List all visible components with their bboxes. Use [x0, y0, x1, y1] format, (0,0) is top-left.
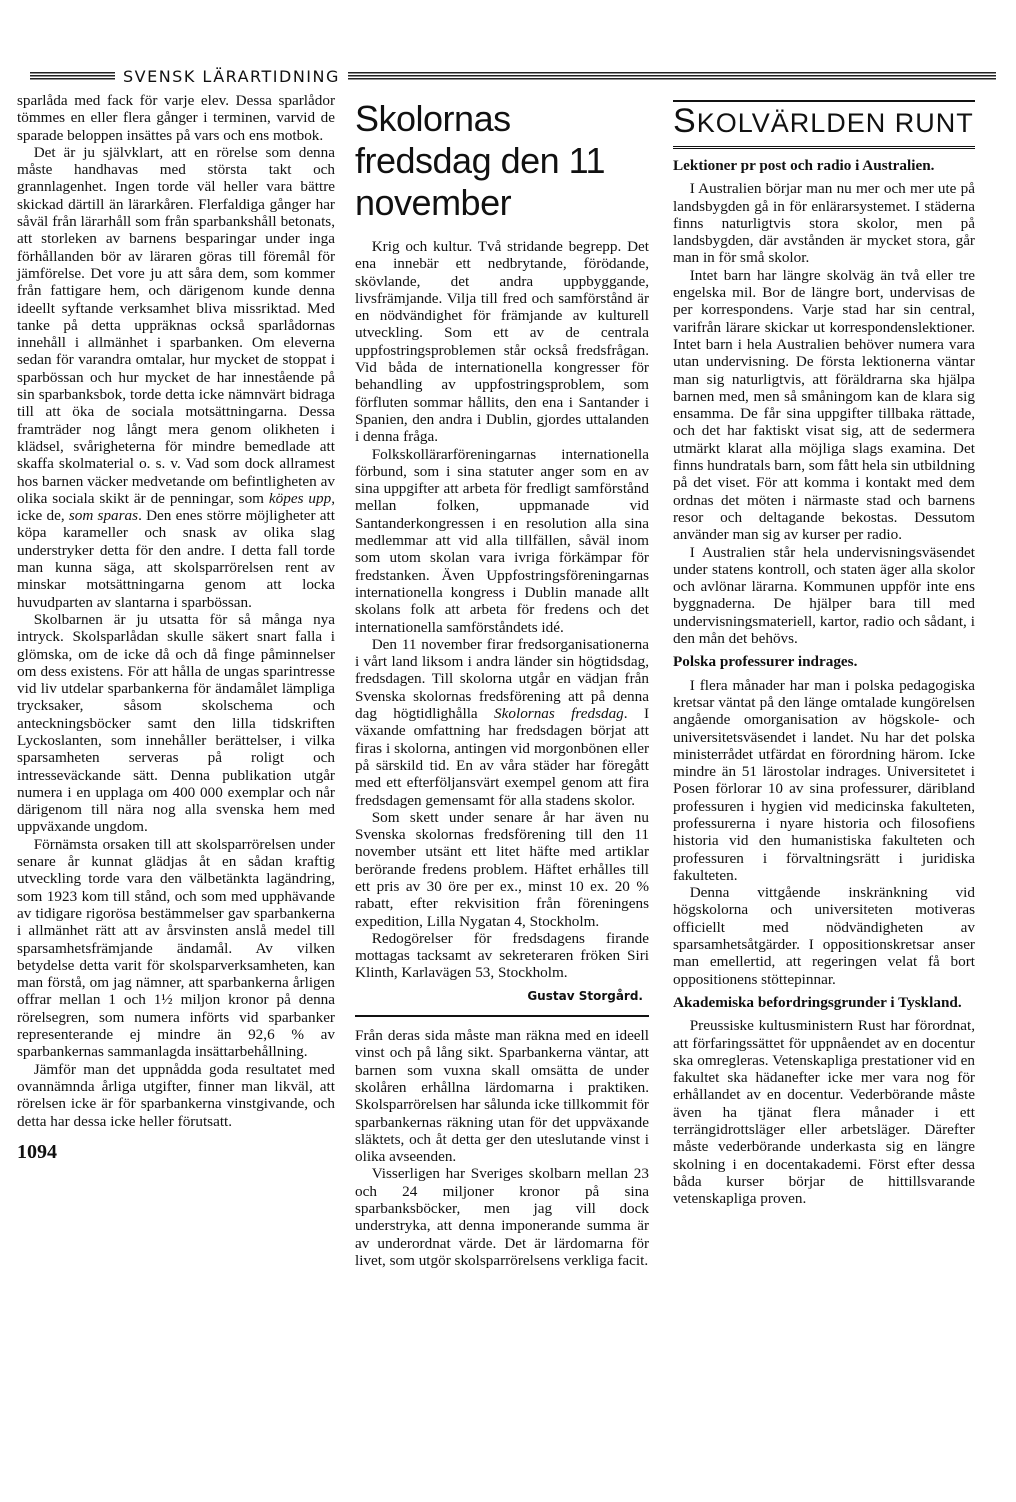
column-divider-rule [355, 1015, 649, 1017]
column-1 [17, 92, 335, 1164]
text-run: Folkskollärarföreningarnas internationella förbund, som i sina statuter anger som en av sina uppgifter att arbeta för fredligt samförstånd mellan folken, uppmanade vid Santanderkongressen i en resolution alla sina medlemmar att vid alla tillfällen, såväl inom som utom skolan vara ivriga förkämpar för fredstanken. Även Uppfostringsföreningarnas internationella kongress i Dublin manade allt skolans folk att arbeta för fredens och det internationella samförståndets idé. [355, 445, 649, 636]
section-title-initial: S [673, 102, 697, 140]
article-body [355, 238, 649, 982]
paragraph: Intet barn har längre skolväg än två eller tre engelska mil. Bor de längre bort, undervisas de per korrespondens. Varje stad har sin central, varifrån lärare skickar ut korrespondenslektioner. Intet barn i hela Australien behöver numera vara utan undervisning. De första lektionerna väntar man sig naturligtvis, att föräldrarna ska hjälpa barnen med, men så småningom kan de klara sig ensamma. De får sina uppgifter tillbaka rättade, och det har faktiskt visat sig, att de sedermera utmärkt klarat alla möjliga slags examina. Det finns hundratals barn, som fått hela sin utbildning på det viset. För att komma i kontakt med dem ordnas det möten i närmaste stad och barnens resor och deltagande bekostas. Dessutom använder man sig av kurser per radio. [673, 266, 976, 544]
masthead [30, 66, 996, 86]
paragraph [17, 144, 335, 611]
paragraph: Denna vittgående inskränkning vid högskolorna och universiteten motiveras officiellt med nödvändigheten av sparsamhetsåtgärder. I oppositionskretsar anser man emellertid, att regeringen velat få bort oppositionens stöttepinnar. [673, 884, 975, 988]
paragraph: I Australien börjar man nu mer och mer ute på landsbygden gå in för enlärarsystemet. I städerna finns naturligtvis stora skolor, men på landsbygden, där avstånden är mycket stora, går man in för små skolor. [673, 180, 975, 267]
text-run: Den 11 november firar fredsorganisationerna i vårt land liksom i andra länder sin högtidsdag, fredsdagen. Till skolorna utgår en vädjan från Svenska skolornas fredsförening att på denna dag högtidlighålla [355, 635, 649, 723]
masthead-rule-right [348, 72, 996, 81]
news-heading: Lektioner pr post och radio i Australien. [673, 157, 935, 174]
text-run: Visserligen har Sveriges skolbarn mellan 23 och 24 miljoner kronor på sina sparbanksböcker, men jag vill dock understryka, att denna imponerande summa är av underordnat värde. Det är lärdomarna för livet, som utgör skolsparrörelsens verkliga facit. [355, 1165, 649, 1269]
text-run: Jämför man det uppnådda goda resultatet med ovannämnda årliga utgifter, finner man likväl, att rörelsen icke är för sparbankerna vinstgivande, och detta har dessa icke heller förutsatt. [17, 1060, 335, 1130]
paragraph [355, 1027, 649, 1165]
article-headline: Skolornas fredsdag den 11 november [355, 98, 606, 223]
publication-title: SVENSK LÄRARTIDNING [123, 66, 340, 86]
column-1-article-continuation [17, 92, 335, 1130]
section-title [673, 100, 975, 149]
paragraph [355, 446, 649, 636]
paragraph [355, 238, 649, 446]
masthead-rule-left [30, 72, 115, 81]
text-run: Krig och kultur. Två stridande begrepp. Det ena innebär ett nedbrytande, förödande, skövlande, det andra uppbyggande, livsfrämjande. Vilja till fred och samförstånd är en nödvändighet för främjande av kulturell utveckling. Som ett av de centrala uppfostringsproblemen står också fredsfrågan. Vid båda de internationella kongresser för behandling av uppfostringsproblem, som förfluten sommar hållits, den ena i Santander i Spanien, den andra i Dublin, gjordes uttalanden i denna fråga. [355, 238, 649, 446]
paragraph: I Australien står hela undervisningsväsendet under statens kontroll, och staten äger alla skolor och avlönar lärarna. Kommunen uppför inte ens byggnaderna. De hjälper bara till med undervisningsmateriell, kartor, radio och sådant, i den mån det behövs. [673, 543, 975, 648]
column-2-continuation [355, 1027, 649, 1269]
text-run: , icke de, [17, 489, 335, 525]
news-heading: Polska professurer indrages. [673, 653, 858, 671]
section-title-rest: KOLVÄRLDEN RUNT [696, 108, 974, 138]
paragraph [17, 1061, 335, 1130]
paragraph [17, 611, 335, 836]
news-heading: Akademiska befordringsgrunder i Tyskland. [673, 993, 962, 1011]
text-run: . Den enes större möjligheter att köpa karameller och snask av olika slag understryker detta för den andre. I detta fall torde man kunna säga, att skolsparrörelsen rent av minskar motsättningarna genom att locka huvudparten av slantarna i sparbössan. [17, 507, 335, 611]
paragraph: I flera månader har man i polska pedagogiska kretsar väntat på den länge omtalade kungörelsen angående omorganisation av högskole- och universitetsväsendet i landet. Nu har det polska ministerrådet utfärdat en förordning härom. Icke mindre än 51 lärostolar indrages. Universitetet i Posen förlorar 10 av sina professurer, däribland professuren i hygien vid medicinska fakulteten, professurerna i nyare historia och filosofiens historia vid den humanistiska fakulteten och professuren i förvaltningsrätt i juridiska fakulteten. [673, 676, 975, 884]
text-run: Förnämsta orsaken till att skolsparrörelsen under senare år kunnat glädjas åt en sådan kraftig utveckling torde vara den välbetänkta lagändring, som 1923 kom till stånd, och som med upphävande av tidigare rigorösa bestämmelser gav sparbankerna i allmänhet rätt att av årsvinsten anslå medel till sparsamhetsfrämjande ändamål. Av vilken betydelse detta varit för skolsparverksamheten, kan man förstå, om jag nämner, att sparbankerna årligen offrar mellan 1 och 1½ miljon kronor på denna rörelsegren, som numera införts vid sparbanker representerande ej mindre än 92,6 % av sparbankernas sammanlagda insättarbehållning. [17, 835, 335, 1061]
text-run: Som skett under senare år har även nu Svenska skolornas fredsförening till den 11 november utsänt ett litet häfte med artiklar berörande fredens problem. Häftet erhålles till ett pris av 30 öre per ex., minst 10 ex. 20 % rabatt, efter rekvisition från föreningens expedition, Lilla Nygatan 4, Stockholm. [355, 808, 649, 930]
column-2-peace-day-article [355, 98, 649, 1269]
text-run: Redogörelser för fredsdagens firande mottagas tacksamt av sekreteraren fröken Siri Klinth, Karlavägen 53, Stockholm. [355, 929, 649, 982]
paragraph [355, 930, 649, 982]
paragraph [355, 809, 649, 930]
paragraph [355, 1165, 649, 1269]
paragraph [355, 636, 649, 809]
text-run: Skolbarnen är ju utsatta för så många nya intryck. Skolsparlådan skulle säkert snart falla i glömska, om de icke då och då finge påminnelser om dess existens. För att hålla de ungas sparintresse vid liv utdelar sparbankerna för ändamålet lämpliga trycksaker, såsom skolschema och anteckningsböcker samt den lilla tidskriften Lyckoslanten, som innehåller berättelser, i vilka sparsamheten serveras på roligt och intresseväckande sätt. Denna publikation utgår numera i en upplaga om 400 000 exemplar och når därigenom till nära nog alla svenska hem med uppväxande ungdom. [17, 610, 335, 836]
paragraph [17, 836, 335, 1061]
italic-text: som sparas [68, 507, 139, 525]
news-items [673, 157, 975, 1208]
italic-text: Skolornas fredsdag [494, 705, 624, 723]
text-run: . I växande omfattning har fredsdagen börjat att firas i skolorna, antingen vid morgonbönen eller på särskild tid. En av våra städer har föregått med ett efterföljansvärt exempel genom att fira fredsdagen gemensamt för alla stadens skolor. [355, 705, 649, 809]
column-3-news-section [673, 100, 975, 1208]
text-run: Det är ju självklart, att en rörelse som denna måste handhavas med största takt och grannlagenhet. Ingen torde väl heller vara bättre skickad därtill än lärarkåren. Flerfaldiga gånger har såväl från lärarhåll som från sparbankshåll betonats, att storleken av barnens besparingar under inga förhållanden bör av läraren göras till föremål för jämförelse. Det vore ju att såra dem, som kommer från fattigare hem, och därigenom kunde denna ideellt syftande verksamhet bliva missriktad. Med tanke på detta uppräknas också sparlådornas innehåll i allmänhet i sparbanken. Om eleverna sedan för varandra omtalar, hur mycket de stoppat i sparbössan och hur mycket de har innestående på sin sparbanksbok, torde detta icke nämnvärt bidraga till att öka de sociala motsättningarna. Dessa framträder nog långt mera genom olikheten i klädsel, svårigheterna för mindre bemedlade att skaffa skolmaterial o. s. v. Vad som dock allramest hos barnen väcker medvetande om befintligheten av olika sociala skikt är de penningar, som [17, 143, 335, 507]
italic-text: köpes upp [268, 489, 332, 507]
paragraph [17, 92, 335, 144]
page-number: 1094 [17, 1140, 57, 1163]
paragraph: Preussiske kultusministern Rust har förordnat, att förfaringssättet för uppnåendet av en docentur ska omregleras. Vetenskapliga prestationer vid en fakultet ska hädanefter icke mer vara nog för erhållandet av en docentur. Vederbörande måste även ha tjänat flera månader i ett terrängidrottsläger eller arbetsläger. Därefter måste vederbörande underkasta sig en längre skolning i en docentakademi. Först efter dessa båda kurser börjar de hittillsvarande vetenskapliga proven. [673, 1017, 975, 1208]
article-signature: Gustav Storgård. [527, 988, 643, 1003]
text-run: sparlåda med fack för varje elev. Dessa sparlådor tömmes en eller flera gånger i terminen, varvid de sparade beloppen insättes på vars och ens motbok. [17, 92, 335, 144]
text-run: Från deras sida måste man räkna med en ideell vinst och på lång sikt. Sparbankerna väntar, att barnen som vuxna skall omsätta de under skolåren erhållna lärdomarna i praktiken. Skolsparrörelsen har sålunda icke tillkommit för sparbankernas räkning utan för det uppväxande släktets, och åt detta ger den uteslutande vinst i olika avseenden. [355, 1027, 649, 1166]
